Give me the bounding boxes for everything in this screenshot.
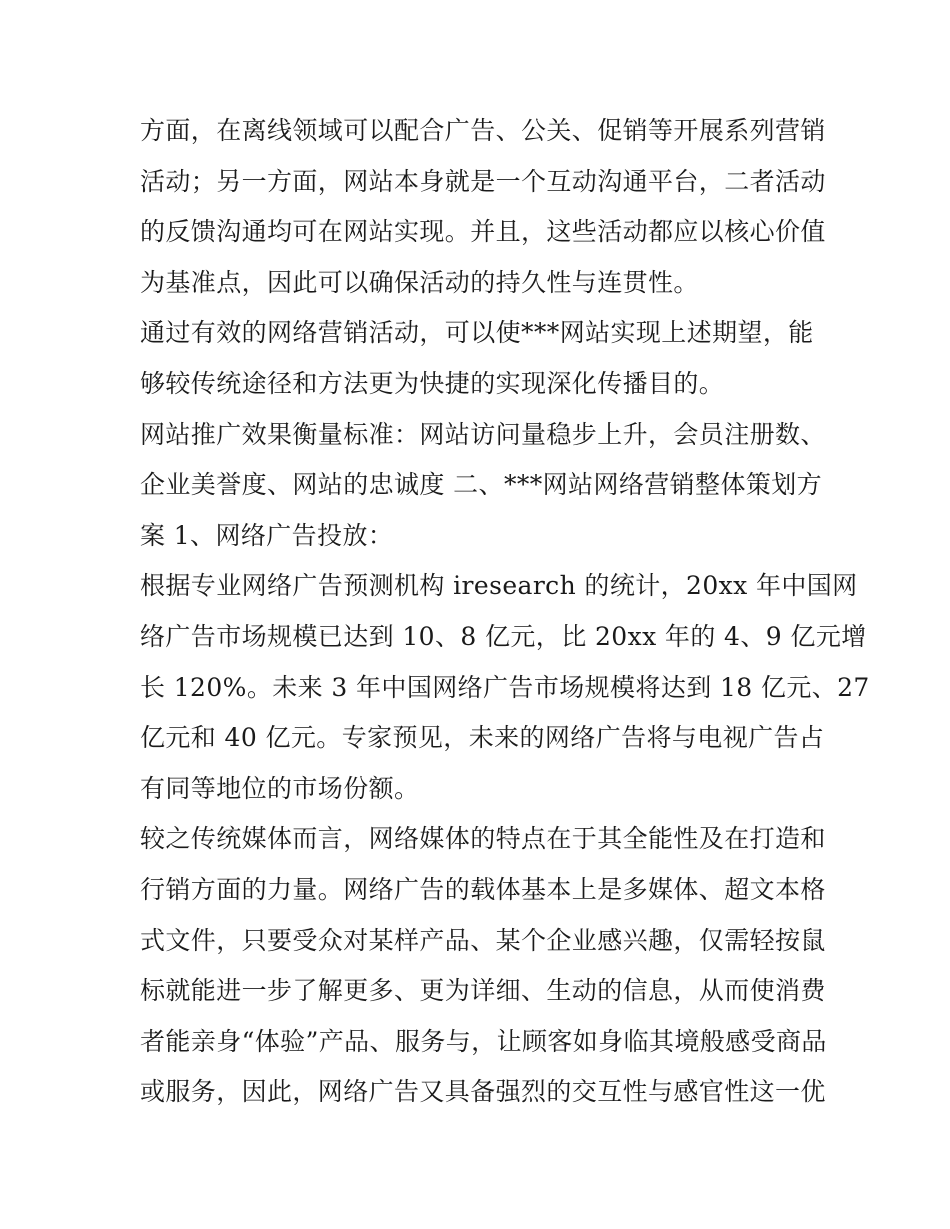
text-line: 网站推广效果衡量标准：网站访问量稳步上升，会员注册数、 — [140, 419, 826, 449]
text-line: 式文件，只要受众对某样产品、某个企业感兴趣，仅需轻按鼠 — [140, 925, 826, 955]
text-line: 企业美誉度、网站的忠诚度 二、***网站网络营销整体策划方 — [140, 470, 823, 500]
text-line: 活动；另一方面，网站本身就是一个互动沟通平台，二者活动 — [140, 166, 826, 196]
text-line: 根据专业网络广告预测机构 iresearch 的统计，20xx 年中国网 — [140, 571, 858, 601]
text-line: 者能亲身“体验”产品、服务与，让顾客如身临其境般感受商品 — [140, 1026, 827, 1056]
text-line: 标就能进一步了解更多、更为详细、生动的信息，从而使消费 — [140, 976, 826, 1006]
body-text — [140, 106, 870, 1118]
text-line: 络广告市场规模已达到 10、8 亿元，比 20xx 年的 4、9 亿元增 — [140, 621, 867, 651]
text-line: 的反馈沟通均可在网站实现。并且，这些活动都应以核心价值 — [140, 217, 826, 247]
text-line: 或服务，因此，网络广告又具备强烈的交互性与感官性这一优 — [140, 1077, 826, 1107]
text-line: 通过有效的网络营销活动，可以使***网站实现上述期望，能 — [140, 318, 814, 348]
text-line: 为基准点，因此可以确保活动的持久性与连贯性。 — [140, 267, 699, 297]
text-line: 行销方面的力量。网络广告的载体基本上是多媒体、超文本格 — [140, 874, 826, 904]
text-line: 长 120%。未来 3 年中国网络广告市场规模将达到 18 亿元、27 — [140, 672, 870, 702]
text-line: 方面，在离线领域可以配合广告、公关、促销等开展系列营销 — [140, 116, 826, 145]
text-line: 有同等地位的市场份额。 — [140, 773, 420, 803]
text-line: 亿元和 40 亿元。专家预见，未来的网络广告将与电视广告占 — [140, 723, 825, 753]
text-line: 案 1、网络广告投放： — [140, 520, 394, 550]
text-line: 够较传统途径和方法更为快捷的实现深化传播目的。 — [140, 368, 725, 398]
text-line: 较之传统媒体而言，网络媒体的特点在于其全能性及在打造和 — [140, 824, 826, 854]
